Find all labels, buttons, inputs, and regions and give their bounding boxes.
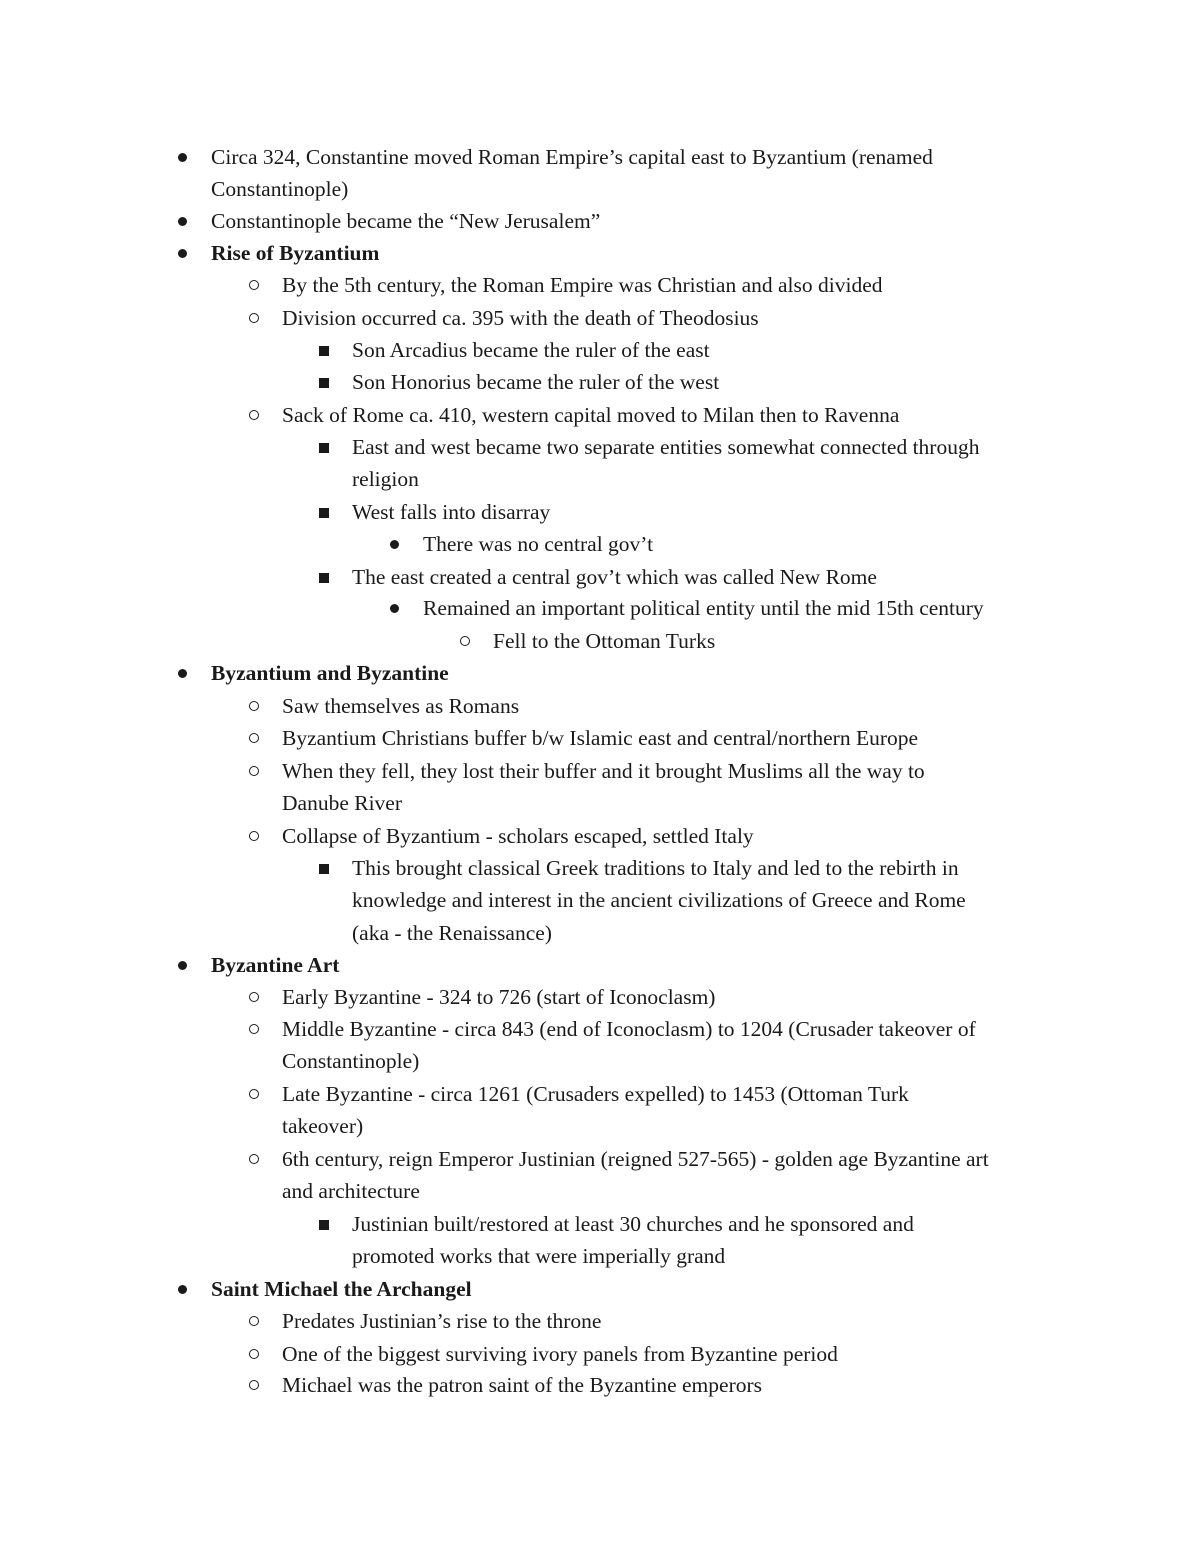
bullet-circle-icon [460,636,470,646]
list-item-text: The east created a central gov’t which was called New Rome [352,565,877,589]
list-item [0,820,1200,852]
section-heading [0,237,1200,269]
list-item [0,1208,1200,1240]
list-item-text: religion [352,467,419,491]
list-item-continuation [0,1240,1200,1272]
list-item-text: Collapse of Byzantium - scholars escaped, settled Italy [282,824,754,848]
list-item-text: By the 5th century, the Roman Empire was Christian and also divided [282,273,883,297]
list-item [0,1143,1200,1175]
list-item [0,334,1200,366]
list-item [0,431,1200,463]
bullet-circle-icon [249,313,259,323]
section-heading-text: Rise of Byzantium [211,241,380,265]
list-item [0,141,1200,173]
bullet-disc-icon [178,961,187,970]
list-item-text: Constantinople) [211,177,349,201]
bullet-disc-icon [390,604,399,613]
bullet-disc-icon [390,540,399,549]
list-item [0,722,1200,754]
list-item-continuation [0,884,1200,916]
list-item-continuation [0,1175,1200,1207]
bullet-circle-icon [249,1089,259,1099]
list-item-text: Son Arcadius became the ruler of the east [352,338,710,362]
list-item-text: Division occurred ca. 395 with the death of Theodosius [282,306,759,330]
list-item-continuation [0,1045,1200,1077]
list-item-text: West falls into disarray [352,500,551,524]
list-item-text: When they fell, they lost their buffer and it brought Muslims all the way to [282,759,925,783]
list-item-continuation [0,173,1200,205]
bullet-square-icon [319,346,329,356]
bullet-square-icon [319,443,329,453]
list-item [0,399,1200,431]
list-item-text: One of the biggest surviving ivory panels from Byzantine period [282,1342,838,1366]
list-item-text: Justinian built/restored at least 30 churches and he sponsored and [352,1212,914,1236]
list-item [0,1338,1200,1370]
list-item-text: promoted works that were imperially grand [352,1244,726,1268]
bullet-circle-icon [249,831,259,841]
list-item [0,302,1200,334]
list-item-text: Predates Justinian’s rise to the throne [282,1309,602,1333]
list-item-continuation [0,917,1200,949]
list-item-text: There was no central gov’t [423,532,654,556]
bullet-circle-icon [249,1349,259,1359]
list-item-text: Sack of Rome ca. 410, western capital moved to Milan then to Ravenna [282,403,900,427]
bullet-circle-icon [249,410,259,420]
bullet-square-icon [319,1220,329,1230]
section-heading [0,657,1200,689]
bullet-circle-icon [249,1024,259,1034]
list-item-continuation [0,463,1200,495]
section-heading-text: Byzantine Art [211,953,340,977]
list-item [0,690,1200,722]
bullet-circle-icon [249,280,259,290]
list-item-text: Fell to the Ottoman Turks [493,629,716,653]
list-item-continuation [0,787,1200,819]
list-item-text: and architecture [282,1179,420,1203]
list-item-text: Remained an important political entity until the mid 15th century [423,596,984,620]
list-item-text: Byzantium Christians buffer b/w Islamic east and central/northern Europe [282,726,919,750]
bullet-circle-icon [249,701,259,711]
list-item-text: This brought classical Greek traditions to Italy and led to the rebirth in [352,856,959,880]
list-item [0,528,1200,560]
list-item [0,625,1200,657]
list-item [0,592,1200,624]
list-item [0,205,1200,237]
list-item-text: Saw themselves as Romans [282,694,520,718]
list-item-text: Constantinople became the “New Jerusalem” [211,209,601,233]
bullet-circle-icon [249,1154,259,1164]
bullet-disc-icon [178,217,187,226]
list-item [0,561,1200,593]
list-item-text: takeover) [282,1114,364,1138]
list-item [0,1078,1200,1110]
section-heading-text: Byzantium and Byzantine [211,661,449,685]
bullet-square-icon [319,864,329,874]
bullet-disc-icon [178,153,187,162]
list-item [0,852,1200,884]
list-item [0,496,1200,528]
list-item-text: knowledge and interest in the ancient civilizations of Greece and Rome [352,888,966,912]
list-item-text: Circa 324, Constantine moved Roman Empire’s capital east to Byzantium (renamed [211,145,933,169]
list-item [0,366,1200,398]
section-heading [0,1273,1200,1305]
list-item-text: (aka - the Renaissance) [352,921,552,945]
list-item-text: 6th century, reign Emperor Justinian (reigned 527-565) - golden age Byzantine art [282,1147,989,1171]
list-item-text: Middle Byzantine - circa 843 (end of Iconoclasm) to 1204 (Crusader takeover of [282,1017,976,1041]
list-item-text: Danube River [282,791,403,815]
list-item-text: Michael was the patron saint of the Byzantine emperors [282,1373,763,1397]
bullet-disc-icon [178,669,187,678]
bullet-square-icon [319,508,329,518]
list-item [0,755,1200,787]
section-heading [0,949,1200,981]
list-item-text: Constantinople) [282,1049,420,1073]
bullet-disc-icon [178,1285,187,1294]
list-item-text: Son Honorius became the ruler of the west [352,370,720,394]
list-item-text: Late Byzantine - circa 1261 (Crusaders expelled) to 1453 (Ottoman Turk [282,1082,909,1106]
list-item [0,269,1200,301]
section-heading-text: Saint Michael the Archangel [211,1277,472,1301]
bullet-circle-icon [249,992,259,1002]
list-item [0,1013,1200,1045]
bullet-circle-icon [249,1380,259,1390]
bullet-square-icon [319,573,329,583]
list-item [0,1305,1200,1337]
bullet-circle-icon [249,1316,259,1326]
list-item-continuation [0,1110,1200,1142]
bullet-disc-icon [178,249,187,258]
list-item-text: Early Byzantine - 324 to 726 (start of Iconoclasm) [282,985,716,1009]
list-item [0,1369,1200,1401]
bullet-circle-icon [249,766,259,776]
list-item [0,981,1200,1013]
bullet-circle-icon [249,733,259,743]
list-item-text: East and west became two separate entities somewhat connected through [352,435,980,459]
bullet-square-icon [319,378,329,388]
